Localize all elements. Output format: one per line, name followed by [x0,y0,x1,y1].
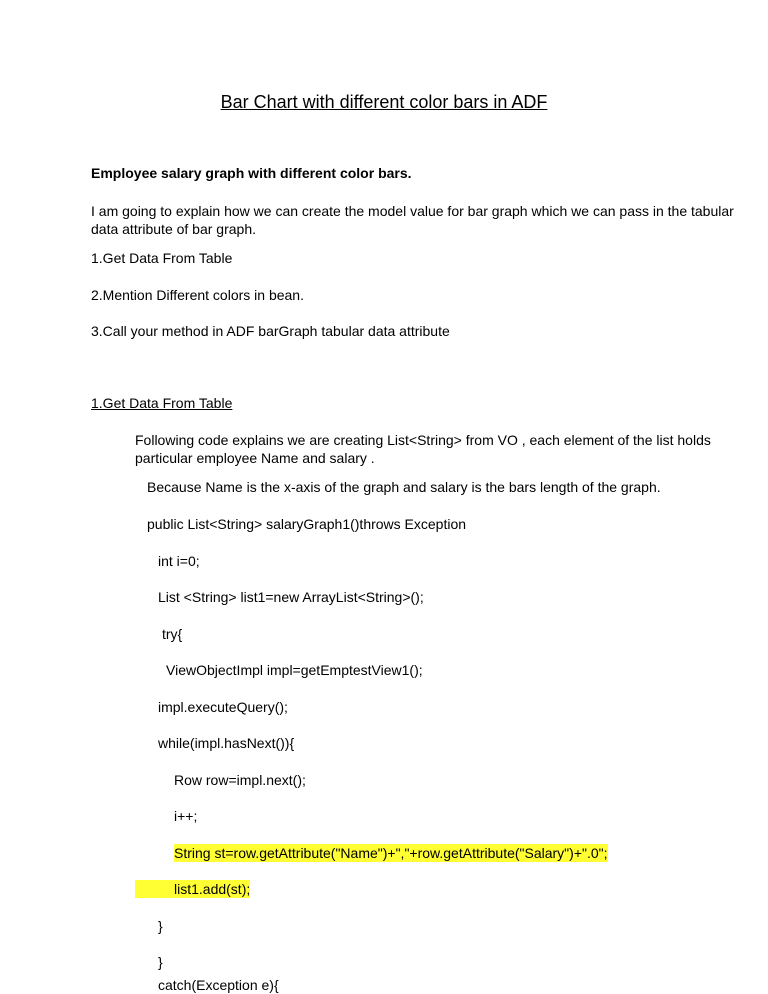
code-line-14: catch(Exception e){ [158,977,279,993]
explain-paragraph-line-1: Following code explains we are creating List<String> from VO , each element of the list holds [135,432,711,448]
section-heading-employee-graph: Employee salary graph with different color bars. [91,165,412,181]
code-line-3: List <String> list1=new ArrayList<String>(); [158,589,424,605]
step-item-3: 3.Call your method in ADF barGraph tabular data attribute [91,323,450,339]
highlight-indent-block [135,880,174,898]
code-line-6: impl.executeQuery(); [158,699,288,715]
explain-paragraph-line-2: particular employee Name and salary . [135,450,375,466]
code-line-12: } [158,918,163,934]
code-line-11-highlighted: list1.add(st); [174,881,251,897]
code-line-10-highlighted: String st=row.getAttribute("Name")+","+row.getAttribute("Salary")+".0"; [174,845,608,861]
document-title: Bar Chart with different color bars in ADF [220,92,548,112]
code-line-8: Row row=impl.next(); [174,772,306,788]
because-paragraph: Because Name is the x-axis of the graph and salary is the bars length of the graph. [147,479,661,495]
code-line-9: i++; [174,808,198,824]
intro-paragraph-line-1: I am going to explain how we can create the model value for bar graph which we can pass in the tabular [91,203,734,219]
code-line-7: while(impl.hasNext()){ [158,735,295,751]
code-line-4: try{ [162,626,183,642]
code-line-2: int i=0; [158,553,200,569]
intro-paragraph-line-2: data attribute of bar graph. [91,221,256,237]
code-line-1: public List<String> salaryGraph1()throws Exception [147,516,467,532]
code-line-5: ViewObjectImpl impl=getEmptestView1(); [166,662,423,678]
step-item-2: 2.Mention Different colors in bean. [91,287,304,303]
section-heading-get-data: 1.Get Data From Table [91,395,233,411]
step-item-1: 1.Get Data From Table [91,250,233,266]
code-line-13: } [158,954,163,970]
